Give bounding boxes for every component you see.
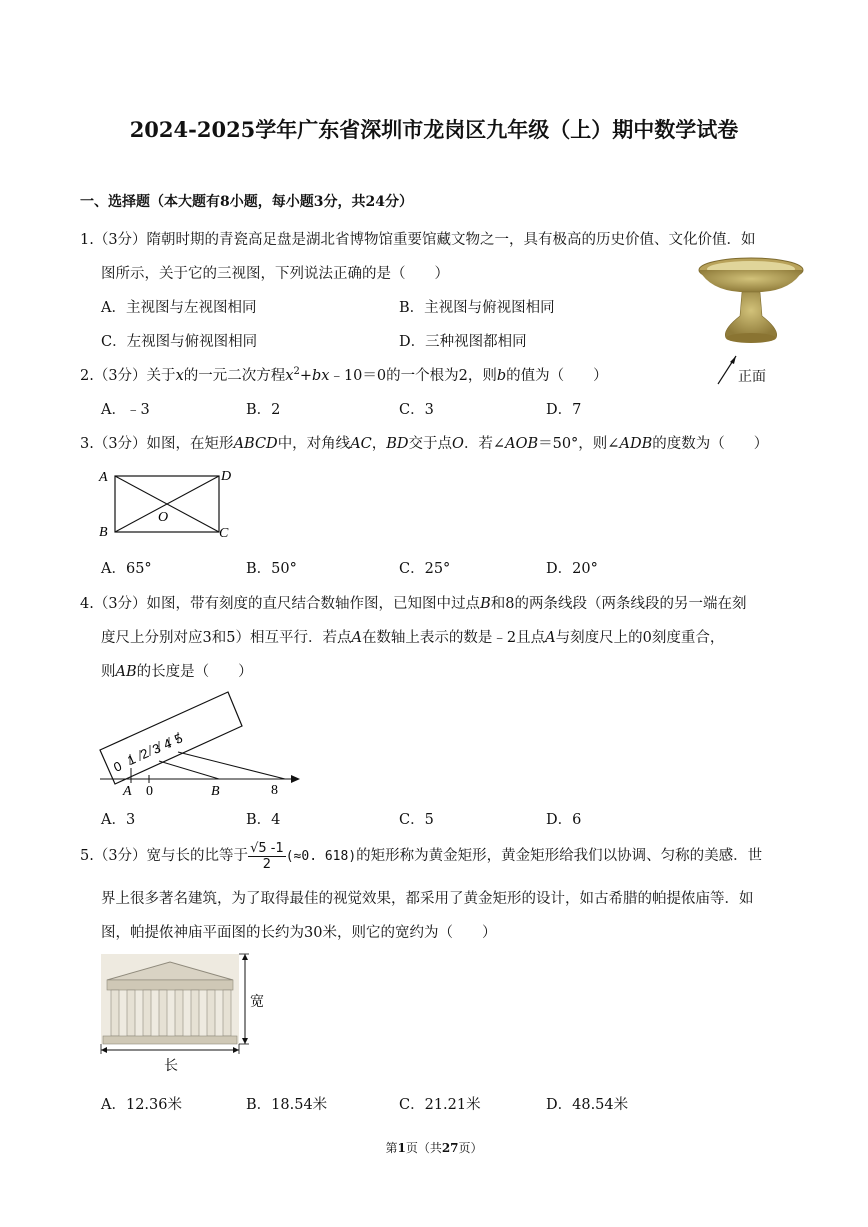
q5-option-b: B．18.54米	[246, 1097, 328, 1113]
q4-point-a: A	[351, 630, 362, 646]
footer-text: 页）	[458, 1141, 483, 1155]
q3-point-o: O	[452, 436, 464, 452]
q4-text: 与刻度尺上的0刻度重合，	[555, 630, 725, 646]
q1-figure-label-front: 正面	[738, 369, 766, 385]
q4-label-eight: 8	[271, 783, 278, 798]
q2-option-b: B．2	[246, 402, 281, 418]
q3-text: ＝50°，则∠	[538, 436, 620, 452]
q3-text: 3.（3分）如图，在矩形	[80, 436, 234, 452]
q2-eq-b: b	[311, 368, 322, 384]
q4-point-b: B	[480, 596, 491, 612]
q5-option-d: D．48.54米	[546, 1097, 629, 1113]
q2-text: 2.（3分）关于	[80, 368, 176, 384]
footer-text: 页（共	[405, 1141, 442, 1155]
footer-total-pages: 27	[441, 1141, 459, 1155]
q2-eq-exponent: 2	[293, 366, 300, 378]
q2-text: ﹣10＝0的一个根为2，则	[329, 368, 497, 384]
q3-diag-bd: BD	[386, 436, 409, 452]
q4-option-c: C．5	[399, 812, 434, 828]
q3-option-b: B．50°	[246, 561, 297, 577]
q3-label-c: C	[219, 526, 229, 541]
q4-line2	[101, 626, 724, 647]
q4-text: 度尺上分别对应3和5）相互平行．若点	[101, 630, 352, 646]
q3-option-c: C．25°	[399, 561, 451, 577]
q3-rectangle-figure	[95, 465, 245, 545]
q4-ruler-numberline-figure	[95, 688, 315, 800]
q4-point-a: A	[545, 630, 556, 646]
q4-option-b: B．4	[246, 812, 281, 828]
q1-option-b: B．主视图与俯视图相同	[399, 300, 555, 316]
q3-angle-aob: AOB	[505, 436, 539, 452]
q3-line	[80, 432, 768, 453]
q3-text: 中，对角线	[277, 436, 351, 452]
q1-line2: 图所示，关于它的三视图，下列说法正确的是（ ）	[101, 266, 449, 282]
q4-ruler-tick-5: 5	[172, 730, 185, 748]
page-footer	[0, 1139, 868, 1156]
q5-parthenon-figure	[95, 950, 275, 1078]
q3-text: 交于点	[408, 436, 453, 452]
q4-label-b: B	[211, 784, 220, 799]
q2-text: 的值为（ ）	[506, 368, 608, 384]
q5-text: 5.（3分）宽与长的比等于	[80, 848, 249, 864]
q2-option-a: A．﹣3	[101, 402, 150, 418]
q5-line1	[80, 838, 762, 875]
q4-segment-ab: AB	[115, 664, 137, 680]
q4-text: 则	[101, 664, 116, 680]
q5-fraction-denominator: 2	[262, 856, 272, 872]
q2-var-b: b	[496, 368, 507, 384]
q2-eq-x: x	[285, 368, 294, 384]
q4-label-zero: 0	[146, 784, 153, 799]
q3-option-a: A．65°	[101, 561, 152, 577]
q5-label-width: 宽	[250, 994, 264, 1010]
q2-text: 的一元二次方程	[183, 368, 286, 384]
q4-text: 的长度是（ ）	[136, 664, 253, 680]
q3-text: ，	[371, 436, 387, 452]
q4-ruler-tick-1: 1	[125, 751, 138, 769]
q4-line1	[80, 592, 746, 613]
q2-option-c: C．3	[399, 402, 434, 418]
q3-text: ．若∠	[463, 436, 506, 452]
q4-ruler-tick-3: 3	[150, 740, 163, 758]
q3-label-d: D	[221, 469, 232, 484]
q4-option-a: A．3	[101, 812, 136, 828]
q4-ruler-tick-2: 2	[138, 745, 151, 763]
footer-text: 第	[385, 1141, 398, 1155]
q4-text: 4.（3分）如图，带有刻度的直尺结合数轴作图，已知图中过点	[80, 596, 481, 612]
q3-label-a: A	[99, 470, 108, 485]
q3-label-b: B	[99, 525, 108, 540]
q5-approx-value: (≈0. 618)	[285, 849, 357, 864]
exam-title: 2024-2025学年广东省深圳市龙岗区九年级（上）期中数学试卷	[129, 117, 739, 142]
q5-fraction	[248, 841, 286, 872]
q1-line1: 1.（3分）隋朝时期的青瓷高足盘是湖北省博物馆重要馆藏文物之一，具有极高的历史价值、文化价值．如	[80, 232, 756, 248]
q2-option-d: D．7	[546, 402, 582, 418]
q5-label-length: 长	[164, 1058, 178, 1074]
q5-text: 的矩形称为黄金矩形，黄金矩形给我们以协调、匀称的美感．世	[356, 848, 763, 864]
footer-page-number: 1	[397, 1141, 406, 1155]
q3-diag-ac: AC	[350, 436, 372, 452]
q1-option-a: A．主视图与左视图相同	[101, 300, 257, 316]
q5-option-c: C．21.21米	[399, 1097, 481, 1113]
q4-line3	[101, 660, 253, 681]
q2-var-x: x	[175, 368, 184, 384]
q4-text: 在数轴上表示的数是﹣2且点	[361, 630, 546, 646]
q1-option-d: D．三种视图都相同	[399, 334, 527, 350]
q5-option-a: A．12.36米	[101, 1097, 182, 1113]
q4-ruler-tick-4: 4	[161, 735, 174, 753]
q2-line	[80, 364, 608, 385]
q2-eq-plus: +	[299, 368, 312, 384]
q1-option-c: C．左视图与俯视图相同	[101, 334, 258, 350]
q4-ruler-tick-0: 0	[111, 758, 124, 775]
q5-line3: 图，帕提侬神庙平面图的长约为30米，则它的宽约为（ ）	[101, 925, 497, 941]
q4-option-d: D．6	[546, 812, 582, 828]
q3-text: 的度数为（ ）	[652, 436, 769, 452]
q3-angle-adb: ADB	[619, 436, 653, 452]
q3-rect-name: ABCD	[233, 436, 278, 452]
q2-eq-x: x	[321, 368, 330, 384]
q5-fraction-numerator: √5 -1	[250, 840, 284, 856]
section-heading: 一、选择题（本大题有8小题，每小题3分，共24分）	[80, 194, 413, 210]
q3-label-o: O	[158, 510, 169, 525]
q4-label-a: A	[123, 784, 132, 799]
q5-line2: 界上很多著名建筑，为了取得最佳的视觉效果，都采用了黄金矩形的设计，如古希腊的帕提侬庙等．如	[101, 891, 754, 907]
q4-text: 和8的两条线段（两条线段的另一端在刻	[490, 596, 747, 612]
q3-option-d: D．20°	[546, 561, 598, 577]
